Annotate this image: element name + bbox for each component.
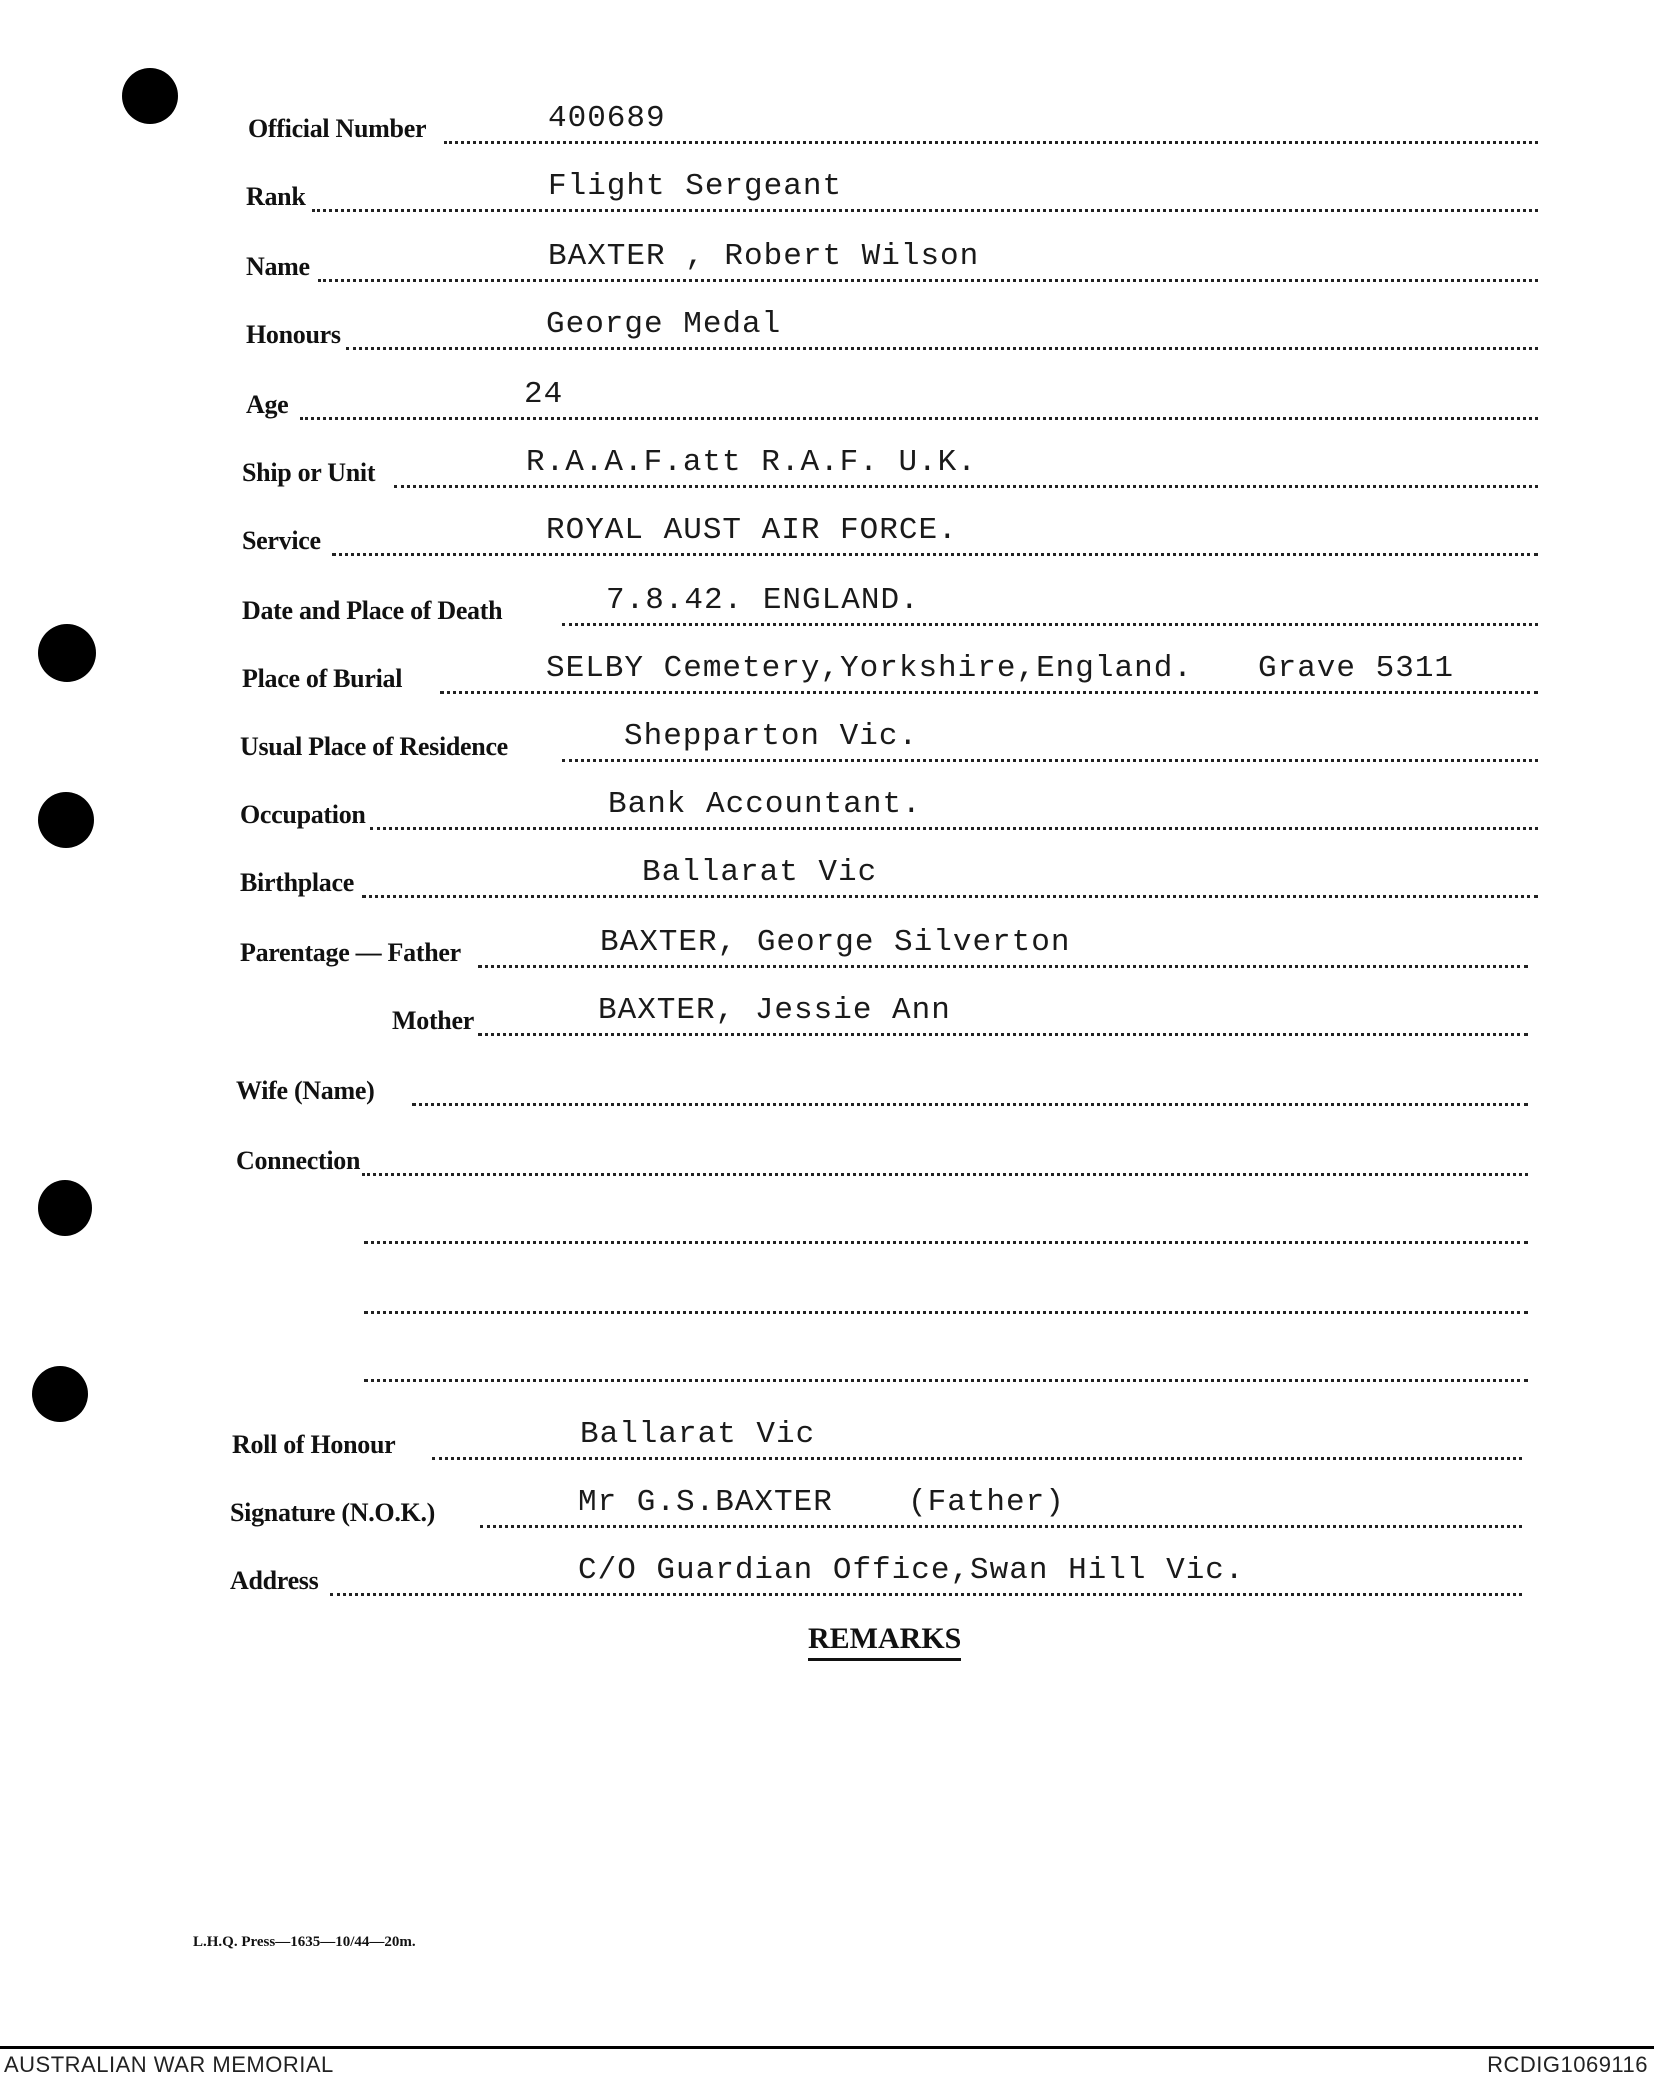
field-value: 24	[524, 377, 564, 412]
field-label: Official Number	[248, 114, 427, 143]
field-value-extra: (Father)	[908, 1485, 1065, 1520]
connection-continuation-1	[0, 1198, 1654, 1258]
field-label: Birthplace	[240, 868, 354, 897]
field-official-number	[0, 98, 1654, 158]
field-service	[0, 510, 1654, 570]
footer-right: RCDIG1069116	[1487, 2052, 1648, 2077]
dotted-line	[370, 827, 1538, 830]
field-value: BAXTER , Robert Wilson	[548, 239, 980, 274]
dotted-line	[318, 279, 1538, 282]
field-honours	[0, 304, 1654, 364]
field-label: Rank	[246, 182, 306, 211]
field-usual-residence	[0, 716, 1654, 776]
connection-continuation-2	[0, 1268, 1654, 1328]
dotted-line	[330, 1593, 1522, 1596]
dotted-line	[332, 553, 1538, 556]
field-label: Date and Place of Death	[242, 596, 503, 625]
dotted-line	[364, 1379, 1528, 1382]
field-date-place-death	[0, 580, 1654, 640]
dotted-line	[412, 1103, 1528, 1106]
footer-left: AUSTRALIAN WAR MEMORIAL	[4, 2052, 334, 2077]
dotted-line	[562, 623, 1538, 626]
field-address	[0, 1550, 1654, 1610]
field-value: George Medal	[546, 307, 782, 342]
field-value: BAXTER, George Silverton	[600, 925, 1071, 960]
field-label: Roll of Honour	[232, 1430, 396, 1459]
field-ship-or-unit	[0, 442, 1654, 502]
field-value: ROYAL AUST AIR FORCE.	[546, 513, 958, 548]
field-mother	[0, 990, 1654, 1050]
field-signature	[0, 1482, 1654, 1542]
field-value: Ballarat Vic	[642, 855, 878, 890]
field-wife	[0, 1060, 1654, 1120]
field-label: Honours	[246, 320, 341, 349]
field-roll-of-honour	[0, 1414, 1654, 1474]
field-connection	[0, 1130, 1654, 1190]
dotted-line	[300, 417, 1538, 420]
dotted-line	[444, 141, 1538, 144]
dotted-line	[562, 759, 1538, 762]
dotted-line	[364, 1241, 1528, 1244]
field-value: Ballarat Vic	[580, 1417, 816, 1452]
field-age	[0, 374, 1654, 434]
dotted-line	[346, 347, 1538, 350]
field-value: Bank Accountant.	[608, 787, 922, 822]
dotted-line	[394, 485, 1538, 488]
remarks-heading: REMARKS	[808, 1622, 961, 1661]
field-value: 400689	[548, 101, 666, 136]
dotted-line	[480, 1525, 1522, 1528]
dotted-line	[362, 1173, 1528, 1176]
field-label: Occupation	[240, 800, 366, 829]
field-value: R.A.A.F.att R.A.F. U.K.	[526, 445, 977, 480]
field-label: Parentage — Father	[240, 938, 461, 967]
footer-divider	[0, 2046, 1654, 2049]
field-value-extra: Grave 5311	[1258, 651, 1455, 686]
field-label: Connection	[236, 1146, 361, 1175]
field-label: Name	[246, 252, 310, 281]
field-value: Shepparton Vic.	[624, 719, 919, 754]
field-father	[0, 922, 1654, 982]
field-value: Mr G.S.BAXTER	[578, 1485, 833, 1520]
dotted-line	[440, 691, 1538, 694]
field-name	[0, 236, 1654, 296]
field-value: SELBY Cemetery,Yorkshire,England.	[546, 651, 1193, 686]
field-rank	[0, 166, 1654, 226]
field-label: Age	[246, 390, 289, 419]
field-value: 7.8.42. ENGLAND.	[606, 583, 920, 618]
field-place-of-burial	[0, 648, 1654, 708]
field-occupation	[0, 784, 1654, 844]
field-label: Wife (Name)	[236, 1076, 375, 1105]
dotted-line	[364, 1311, 1528, 1314]
field-label: Service	[242, 526, 321, 555]
field-label: Address	[230, 1566, 319, 1595]
field-label: Signature (N.O.K.)	[230, 1498, 436, 1527]
dotted-line	[362, 895, 1538, 898]
dotted-line	[312, 209, 1538, 212]
field-value: C/O Guardian Office,Swan Hill Vic.	[578, 1553, 1245, 1588]
dotted-line	[478, 965, 1528, 968]
field-value: BAXTER, Jessie Ann	[598, 993, 951, 1028]
field-label: Ship or Unit	[242, 458, 376, 487]
field-label: Mother	[392, 1006, 474, 1035]
press-mark: L.H.Q. Press—1635—10/44—20m.	[193, 1934, 416, 1950]
dotted-line	[478, 1033, 1528, 1036]
field-label: Usual Place of Residence	[240, 732, 508, 761]
field-value: Flight Sergeant	[548, 169, 843, 204]
dotted-line	[432, 1457, 1522, 1460]
field-birthplace	[0, 852, 1654, 912]
connection-continuation-3	[0, 1336, 1654, 1396]
field-label: Place of Burial	[242, 664, 403, 693]
